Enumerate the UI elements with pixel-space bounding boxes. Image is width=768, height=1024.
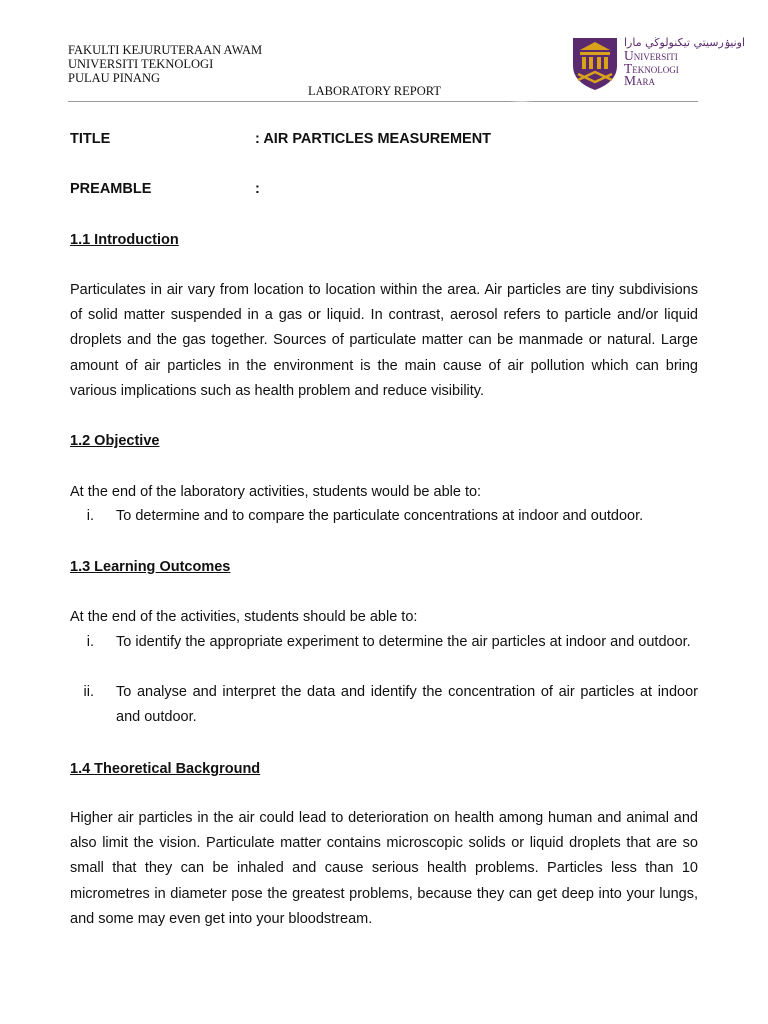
theory-heading: 1.4 Theoretical Background [70, 761, 261, 777]
learning-outcome-item [70, 680, 698, 730]
header-divider [68, 101, 698, 102]
title-label: TITLE [70, 131, 111, 147]
faculty-header [68, 43, 262, 85]
learning-outcomes-intro: At the end of the activities, students should be able to: [70, 609, 418, 625]
title-value: : AIR PARTICLES MEASUREMENT [255, 131, 492, 147]
logo-line-1: Universiti [624, 48, 678, 63]
list-number: i. [86, 634, 94, 650]
crest-icon [570, 36, 620, 92]
university-name: UNIVERSITI TEKNOLOGI [68, 57, 214, 71]
list-text: To analyse and interpret the data and identify the concentration of air particles at indoor and outdoor. [116, 684, 698, 726]
theory-body: Higher air particles in the air could lead to deterioration on health among human and animal and also limit the vision. Particulate matter contains microscopic solids or liquid droplets that are so small that they can be inhaled and cause serious health problems. Particles less than 10 micrometres in diameter pose the greatest problems, because they can get deep into your lungs, and some may even get into your bloodstream. [70, 810, 698, 927]
introduction-body: Particulates in air vary from location to location within the area. Air particles are tiny subdivisions of solid matter suspended in a gas or liquid. In contrast, aerosol refers to particle and/or liquid droplets and the gas together. Sources of particulate matter can be manmade or natural. Large amount of air particles in the environment is the main cause of air pollution which can bring various implications such as health problem and reduce visibility. [70, 282, 698, 399]
list-text: To identify the appropriate experiment to determine the air particles at indoor and outdoor. [116, 634, 691, 650]
preamble-value: : [255, 181, 260, 197]
logo-line-2: Teknologi [624, 60, 679, 76]
uitm-logo [570, 36, 746, 92]
objective-heading: 1.2 Objective [70, 433, 160, 449]
introduction-heading: 1.1 Introduction [70, 232, 179, 248]
logo-arabic-text: اونيۏرسيتي تيكنولوڬي مارا [624, 36, 746, 49]
list-number: i. [86, 508, 94, 524]
report-type: LABORATORY REPORT [308, 84, 441, 98]
list-text: To determine and to compare the particulate concentrations at indoor and outdoor. [116, 508, 644, 524]
campus-name: PULAU PINANG [68, 71, 161, 85]
faculty-name: FAKULTI KEJURUTERAAN AWAM [68, 43, 263, 57]
objective-item [70, 504, 698, 529]
logo-wordmark [624, 50, 679, 88]
learning-outcome-item [70, 630, 698, 655]
logo-line-3: Mara [624, 73, 656, 88]
learning-outcomes-heading: 1.3 Learning Outcomes [70, 559, 231, 575]
objective-intro: At the end of the laboratory activities, students would be able to: [70, 484, 482, 500]
list-number: ii. [83, 684, 94, 700]
preamble-label: PREAMBLE [70, 181, 152, 197]
